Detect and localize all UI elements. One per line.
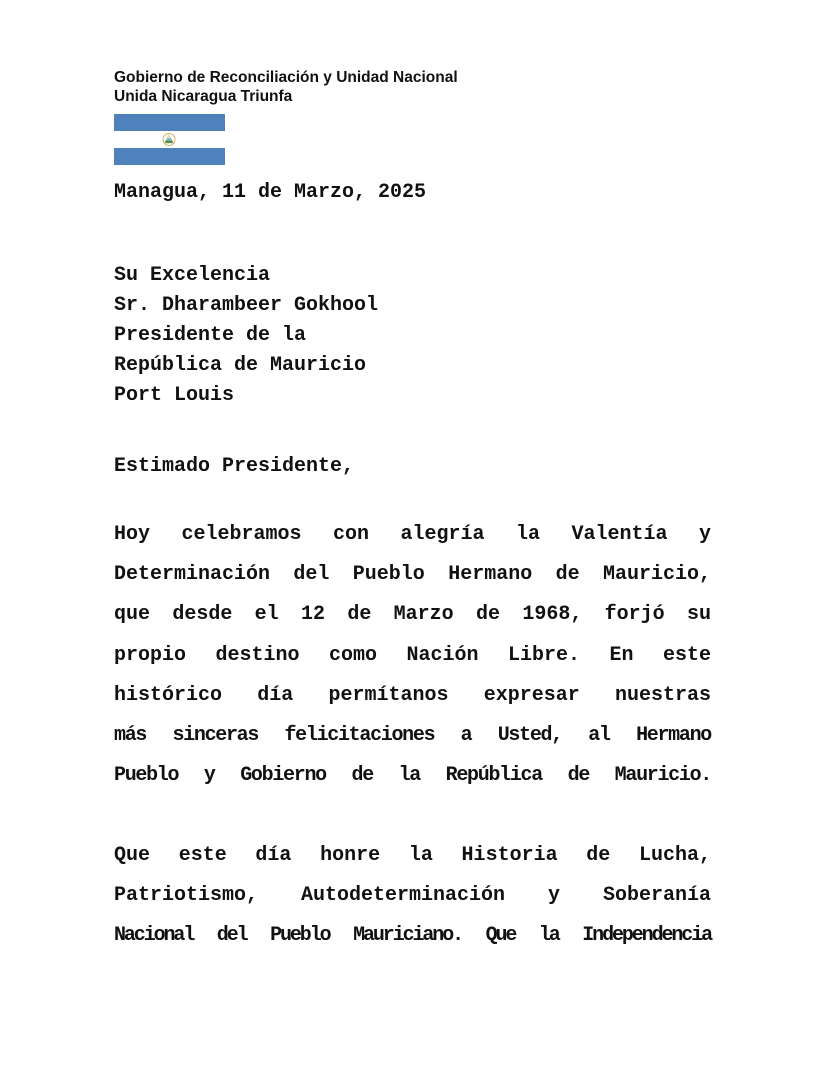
paragraph-line: Pueblo y Gobierno de la República de Mauricio. bbox=[114, 764, 711, 788]
recipient-city: Port Louis bbox=[114, 384, 235, 407]
flag-bottom-band bbox=[114, 148, 225, 165]
letterhead-motto: Unida Nicaragua Triunfa bbox=[114, 88, 293, 105]
flag-top-band bbox=[114, 114, 225, 131]
coat-of-arms-icon bbox=[161, 133, 177, 146]
paragraph-line: Hoy celebramos con alegría la Valentía y bbox=[114, 523, 711, 546]
letterhead bbox=[114, 68, 458, 106]
salutation: Estimado Presidente, bbox=[114, 455, 355, 478]
paragraph-line: Que este día honre la Historia de Lucha, bbox=[114, 844, 711, 867]
recipient-address bbox=[114, 261, 378, 411]
recipient-honorific: Su Excelencia bbox=[114, 264, 271, 287]
paragraph-line: histórico día permítanos expresar nuestras bbox=[114, 683, 711, 707]
flag-middle-band bbox=[114, 131, 225, 148]
paragraph-line: propio destino como Nación Libre. En este bbox=[114, 643, 711, 667]
recipient-title: Presidente de la bbox=[114, 324, 307, 347]
letter-date: Managua, 11 de Marzo, 2025 bbox=[114, 181, 427, 204]
recipient-name: Sr. Dharambeer Gokhool bbox=[114, 294, 379, 317]
body-paragraph-2 bbox=[114, 836, 711, 957]
recipient-country: República de Mauricio bbox=[114, 354, 367, 377]
letterhead-government-name: Gobierno de Reconciliación y Unidad Nacional bbox=[114, 69, 458, 86]
paragraph-line: Nacional del Pueblo Mauriciano. Que la Independencia bbox=[114, 924, 711, 948]
paragraph-line: más sinceras felicitaciones a Usted, al Hermano bbox=[114, 723, 711, 747]
paragraph-line: que desde el 12 de Marzo de 1968, forjó su bbox=[114, 603, 711, 627]
paragraph-line: Patriotismo, Autodeterminación y Soberanía bbox=[114, 884, 711, 908]
nicaragua-flag-icon bbox=[114, 114, 225, 165]
body-paragraph-1 bbox=[114, 515, 711, 796]
paragraph-line: Determinación del Pueblo Hermano de Mauricio, bbox=[114, 563, 711, 587]
